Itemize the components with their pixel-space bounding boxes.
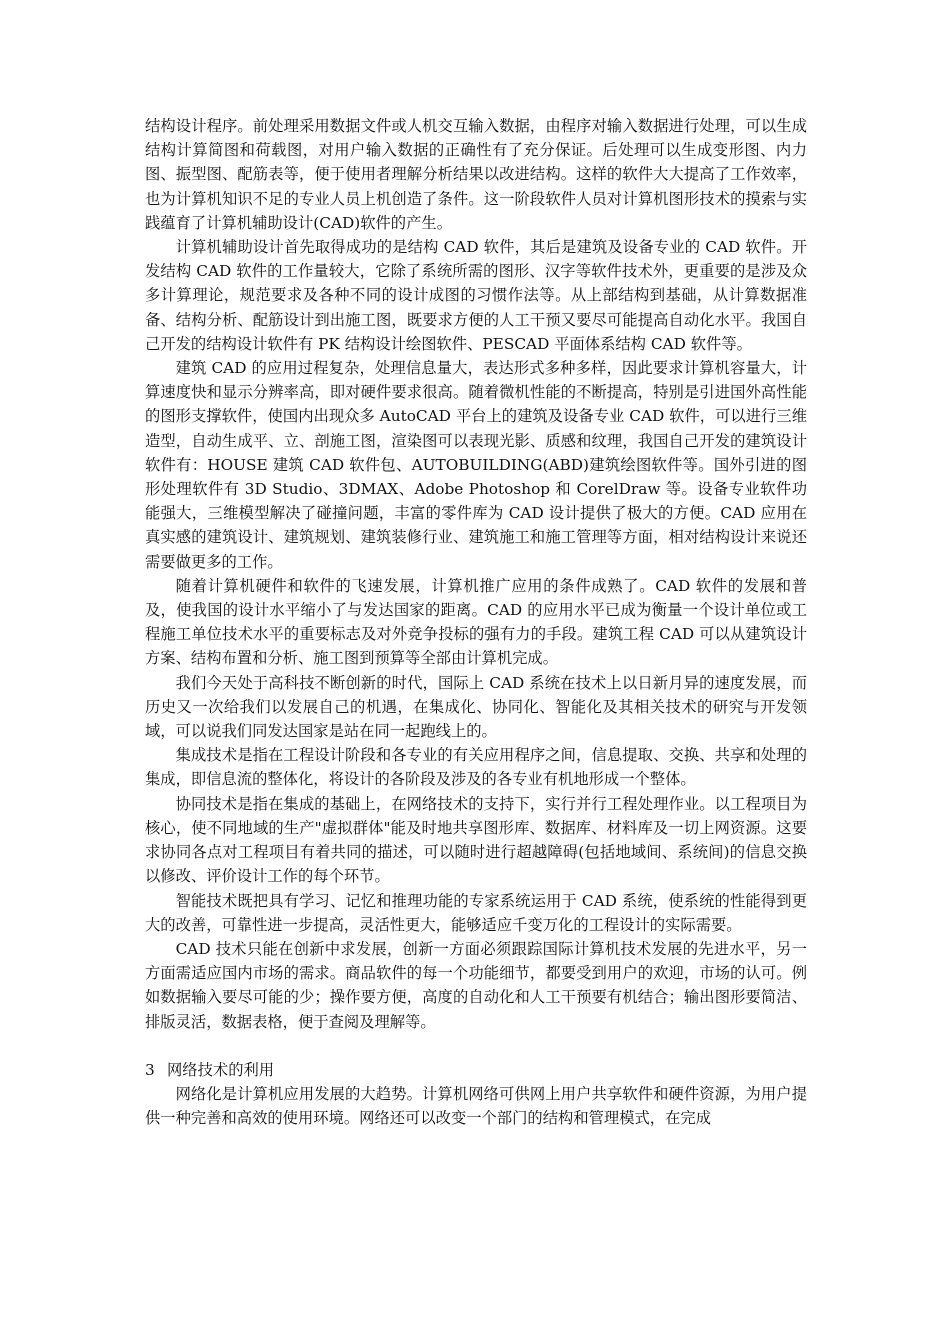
paragraph-collaboration-tech: 协同技术是指在集成的基础上，在网络技术的支持下，实行并行工程处理作业。以工程项目为核心，使不同地域的生产"虚拟群体"能及时地共享图形库、数据库、材料库及一切上网资源。这要求协同各点对工程项目有着共同的描述，可以随时进行超越障碍(包括地域间、系统间)的信息交换以修改、评价设计工作的每个环节。 bbox=[145, 794, 807, 886]
paragraph-continuation: 结构设计程序。前处理采用数据文件或人机交互输入数据，由程序对输入数据进行处理，可以生成结构计算简图和荷载图，对用户输入数据的正确性有了充分保证。后处理可以生成变形图、内力图、振型图、配筋表等，便于使用者理解分析结果以改进结构。这样的软件大大提高了工作效率，也为计算机知识不足的专业人员上机创造了条件。这一阶段软件人员对计算机图形技术的摸索与实践蕴育了计算机辅助设计(CAD)软件的产生。 bbox=[145, 117, 807, 232]
paragraph-integration-tech: 集成技术是指在工程设计阶段和各专业的有关应用程序之间，信息提取、交换、共享和处理的集成，即信息流的整体化，将设计的各阶段及涉及的各专业有机地形成一个整体。 bbox=[145, 746, 807, 789]
paragraph-networking: 网络化是计算机应用发展的大趋势。计算机网络可供网上用户共享软件和硬件资源，为用户提供一种完善和高效的使用环境。网络还可以改变一个部门的结构和管理模式，在完成 bbox=[145, 1085, 807, 1128]
paragraph-high-tech-era: 我们今天处于高科技不断创新的时代，国际上 CAD 系统在技术上以日新月异的速度发展，而历史又一次给我们以发展自己的机遇，在集成化、协同化、智能化及其相关技术的研究与开发领域，可以说我们同发达国家是站在同一起跑线上的。 bbox=[145, 673, 807, 741]
section-heading bbox=[145, 1058, 807, 1082]
paragraph-innovation: CAD 技术只能在创新中求发展，创新一方面必须跟踪国际计算机技术发展的先进水平，另一方面需适应国内市场的需求。商品软件的每一个功能细节，都要受到用户的欢迎，市场的认可。例如数据输入要尽可能的少；操作要方便，高度的自动化和人工干预要有机结合；输出图形要简洁、排版灵活，数据表格，便于查阅及理解等。 bbox=[145, 939, 807, 1031]
section-number: 3 bbox=[145, 1060, 155, 1079]
paragraph-cad-development: 随着计算机硬件和软件的飞速发展，计算机推广应用的条件成熟了。CAD 软件的发展和普及，使我国的设计水平缩小了与发达国家的距离。CAD 的应用水平已成为衡量一个设计单位或工程施工单位技术水平的重要标志及对外竞争投标的强有力的手段。建筑工程 CAD 可以从建筑设计方案、结构布置和分析、施工图到预算等全部由计算机完成。 bbox=[145, 576, 807, 668]
paragraph-architectural-cad: 建筑 CAD 的应用过程复杂，处理信息量大，表达形式多种多样，因此要求计算机容量大，计算速度快和显示分辨率高，即对硬件要求很高。随着微机性能的不断提高，特别是引进国外高性能的图形支撑软件，使国内出现众多 AutoCAD 平台上的建筑及设备专业 CAD 软件，可以进行三维造型，自动生成平、立、剖施工图，渲染图可以表现光影、质感和纹理，我国自己开发的建筑设计软件有：HOUSE 建筑 CAD 软件包、AUTOBUILDING(ABD)建筑绘图软件等。国外引进的图形处理软件有 3D Studio、3DMAX、Adobe Photoshop 和 CorelDraw 等。设备专业软件功能强大，三维模型解决了碰撞问题，丰富的零件库为 CAD 设计提供了极大的方便。CAD 应用在真实感的建筑设计、建筑规划、建筑装修行业、建筑施工和施工管理等方面，相对结构设计来说还需要做更多的工作。 bbox=[145, 359, 807, 571]
section-title: 网络技术的利用 bbox=[167, 1060, 275, 1079]
paragraph-structural-cad: 计算机辅助设计首先取得成功的是结构 CAD 软件，其后是建筑及设备专业的 CAD 软件。开发结构 CAD 软件的工作量较大，它除了系统所需的图形、汉字等软件技术外，更重要的是涉及众多计算理论，规范要求及各种不同的设计成图的习惯作法等。从上部结构到基础，从计算数据准备、结构分析、配筋设计到出施工图，既要求方便的人工干预又要尽可能提高自动化水平。我国自己开发的结构设计软件有 PK 结构设计绘图软件、PESCAD 平面体系结构 CAD 软件等。 bbox=[145, 238, 807, 353]
document-body bbox=[145, 114, 807, 1131]
paragraph-intelligent-tech: 智能技术既把具有学习、记忆和推理功能的专家系统运用于 CAD 系统，使系统的性能得到更大的改善，可靠性进一步提高，灵活性更大，能够适应千变万化的工程设计的实际需要。 bbox=[145, 891, 807, 934]
